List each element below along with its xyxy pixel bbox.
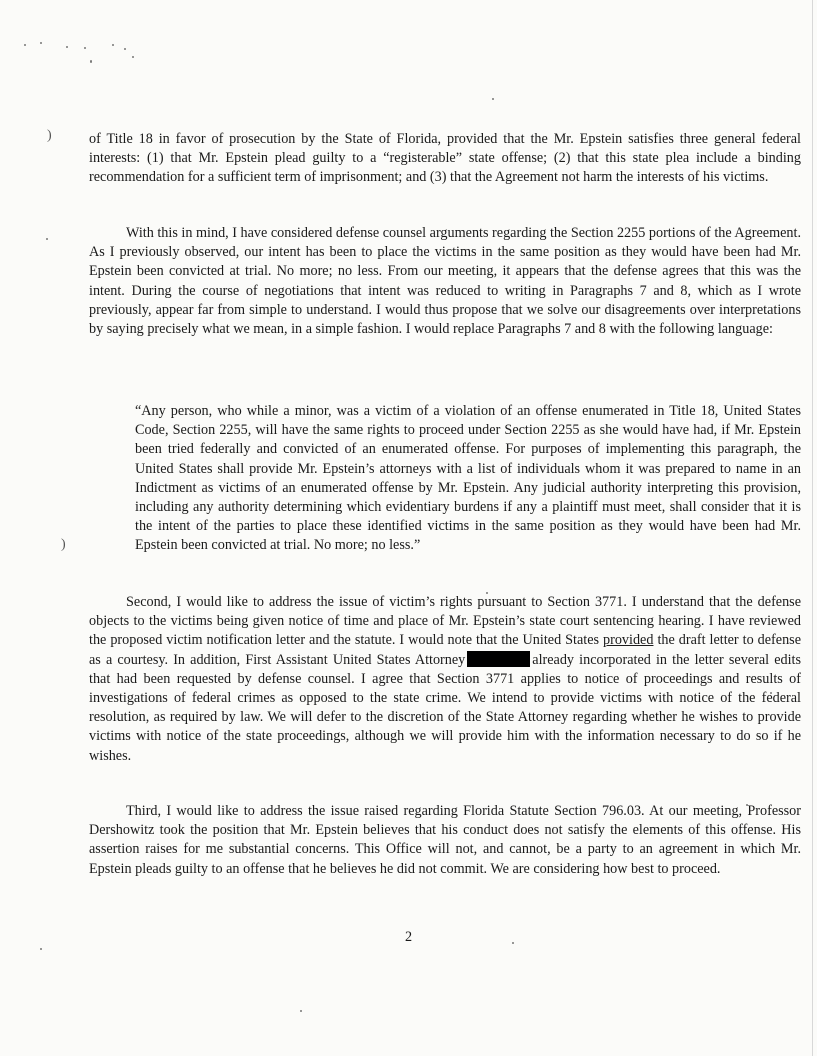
scan-speck	[300, 1010, 302, 1012]
paragraph-title-18-interests: of Title 18 in favor of prosecution by the State of Florida, provided that the Mr. Epstein satisfies three general federal interests: (1) that Mr. Epstein plead guilty to a “registerable” state offense; (2) that this state plea include a binding recommendation for a sufficient term of imprisonment; and (3) that the Agreement not harm the interests of his victims.	[89, 131, 801, 186]
paragraph-section-2255: With this in mind, I have considered defense counsel arguments regarding the Section 2255 portions of the Agreement. As I previously observed, our intent has been to place the victims in the same position as they would have been had Mr. Epstein been convicted at trial. No more; no less. From our meeting, it appears that the defense agrees that this was the intent. During the course of negotiations that intent was reduced to writing in Paragraphs 7 and 8, which as I wrote previously, appear far from simple to understand. I would thus propose that we solve our disagreements over interpretations by saying precisely what we mean, in a simple fashion. I would replace Paragraphs 7 and 8 with the following language:	[89, 225, 801, 338]
underlined-word: provided	[603, 632, 654, 649]
scan-speck	[124, 48, 126, 50]
paragraph-text: Second, I would like to address the issue of victim’s rights pursuant to Section 3771. I understand that the defense objects to the victims being given notice of time and place of Mr. Epstein’s state court sentencing hearing. I have reviewed the proposed victim notification letter and the statute. I would note that the United States	[89, 594, 801, 649]
scan-speck	[40, 948, 42, 950]
page-number: 2	[404, 929, 413, 945]
scan-speck	[84, 47, 86, 49]
paragraph-section-3771	[89, 593, 801, 766]
scan-mark: )	[61, 537, 66, 552]
scan-speck	[24, 44, 26, 46]
scan-mark: )	[47, 128, 52, 143]
scan-speck	[112, 44, 114, 46]
scan-speck	[40, 42, 42, 44]
scan-speck	[492, 98, 494, 100]
scan-speck	[46, 238, 48, 240]
quoted-replacement-language: “Any person, who while a minor, was a victim of a violation of an offense enumerated in Title 18, United States Code, Section 2255, will have the same rights to proceed under Section 2255 as she would have had, if Mr. Epstein been tried federally and convicted of an enumerated offense. For purposes of implementing this paragraph, the United States shall provide Mr. Epstein’s attorneys with a list of individuals whom it was prepared to name in an Indictment as victims of an enumerated offense by Mr. Epstein. Any judicial authority interpreting this provision, including any authority determining which evidentiary burdens if any a plaintiff must meet, shall consider that it is the intent of the parties to place these identified victims in the same position as they would have been had Mr. Epstein been convicted at trial. No more; no less.”	[135, 403, 801, 554]
paragraph-text: the draft letter to defense as a courtesy. In addition, First Assistant United States Attorney	[89, 632, 801, 668]
paragraph-florida-statute: Third, I would like to address the issue raised regarding Florida Statute Section 796.03. At our meeting, Professor Dershowitz took the position that Mr. Epstein believes that his conduct does not satisfy the elements of this offense. His assertion raises for me substantial concerns. This Office will not, and cannot, be a party to an agreement in which Mr. Epstein pleads guilty to an offense that he believes he did not commit. We are considering how best to proceed.	[89, 803, 801, 877]
scan-speck	[132, 56, 134, 58]
scan-edge-line	[812, 0, 813, 1056]
redaction-box	[467, 651, 530, 667]
scan-speck	[66, 46, 68, 48]
paragraph-text: already incorporated in the letter several edits that had been requested by defense counsel. I agree that Section 3771 applies to notice of proceedings and results of investigations of federal crimes as opposed to the state crime. We intend to provide victims with notice of the federal resolution, as required by law. We will defer to the discretion of the State Attorney regarding whether he wishes to provide victims with notice of the state proceedings, although we will provide him with the information necessary to do so if he wishes.	[89, 651, 801, 764]
scan-speck	[90, 60, 92, 63]
